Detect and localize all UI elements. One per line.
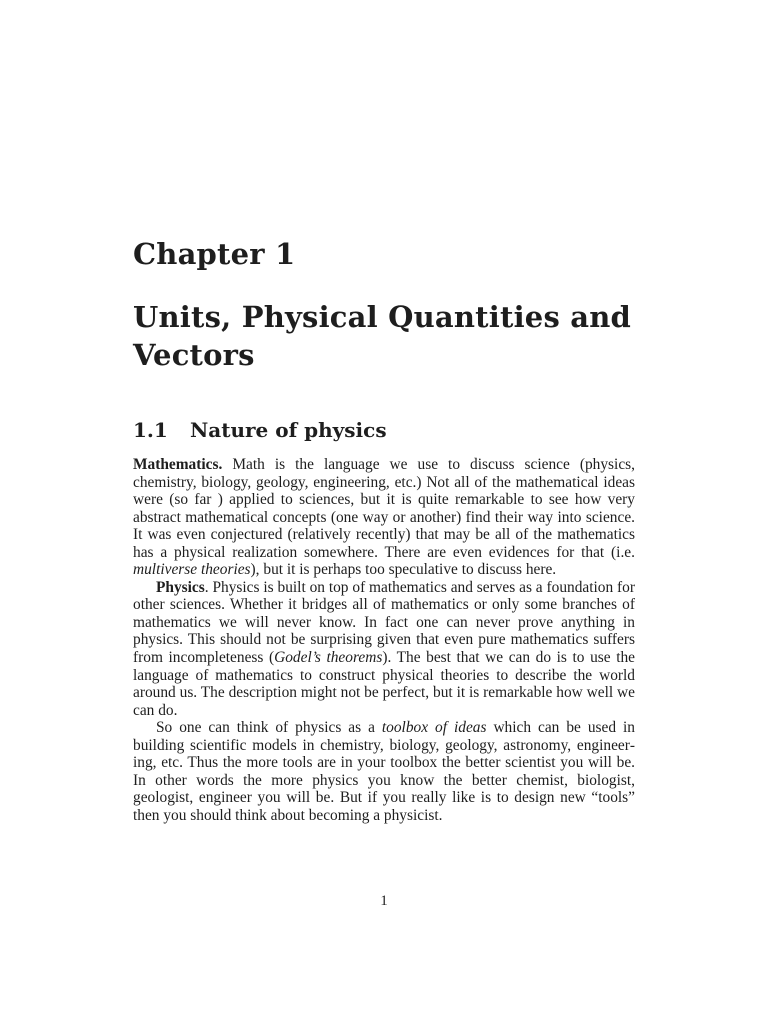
page-number: 1	[380, 893, 388, 909]
body-text	[133, 456, 635, 824]
emphasis: multiverse theories	[133, 561, 251, 579]
chapter-title: Units, Physical Quantities and Vectors	[133, 300, 632, 372]
paragraph-text: ), but it is perhaps too speculative to discuss here.	[250, 561, 557, 579]
emphasis: toolbox of ideas	[381, 719, 487, 737]
paragraph-physics	[133, 579, 635, 719]
paragraph-toolbox	[133, 719, 635, 824]
paragraph-text: ). The best that we can do is to use the language of mathematics to construct physical theories to describe the world around us. The description might not be perfect, but it is remarkable how well we can do.	[133, 649, 635, 719]
paragraph-lead: Mathematics.	[133, 456, 223, 473]
paragraph-mathematics	[133, 456, 635, 579]
paragraph-text: which can be used in building scientific models in chemistry, biology, geology, astronomy, engineering, etc. Thus the more tools are in your toolbox the better scientist you will be. In other words the more physics you know the better chemist, biologist, geologist, engineer you will be. But if you really like is to design new “tools” then you should think about becoming a physicist.	[133, 719, 636, 824]
paragraph-lead: Physics	[156, 578, 205, 596]
section-heading	[133, 418, 387, 442]
paragraph-text: . Physics is built on top of mathematics and serves as a foundation for other sciences. Whether it bridges all of mathematics or only some branches of mathematics we will never know. In fact one can never prove anything in physics. This should not be surprising given that even pure mathematics suffers from incompleteness (	[133, 578, 635, 667]
chapter-label: Chapter 1	[133, 237, 296, 271]
paragraph-text: So one can think of physics as a	[156, 719, 382, 737]
emphasis: Godel’s theorems	[274, 649, 383, 667]
section-title: Nature of physics	[190, 418, 387, 442]
section-number: 1.1	[133, 418, 168, 442]
paragraph-text: Math is the language we use to discuss science (physics, chemistry, biology, geology, engineering, etc.) Not all of the mathematical ideas were (so far ) applied to sciences, but it is quite remarkable to see how very abstract mathematical concepts (one way or another) find their way into science. It was even conjectured (relatively recently) that may be all of the mathematics has a physical realization somewhere. There are even evidences for that (i.e.	[133, 456, 635, 561]
